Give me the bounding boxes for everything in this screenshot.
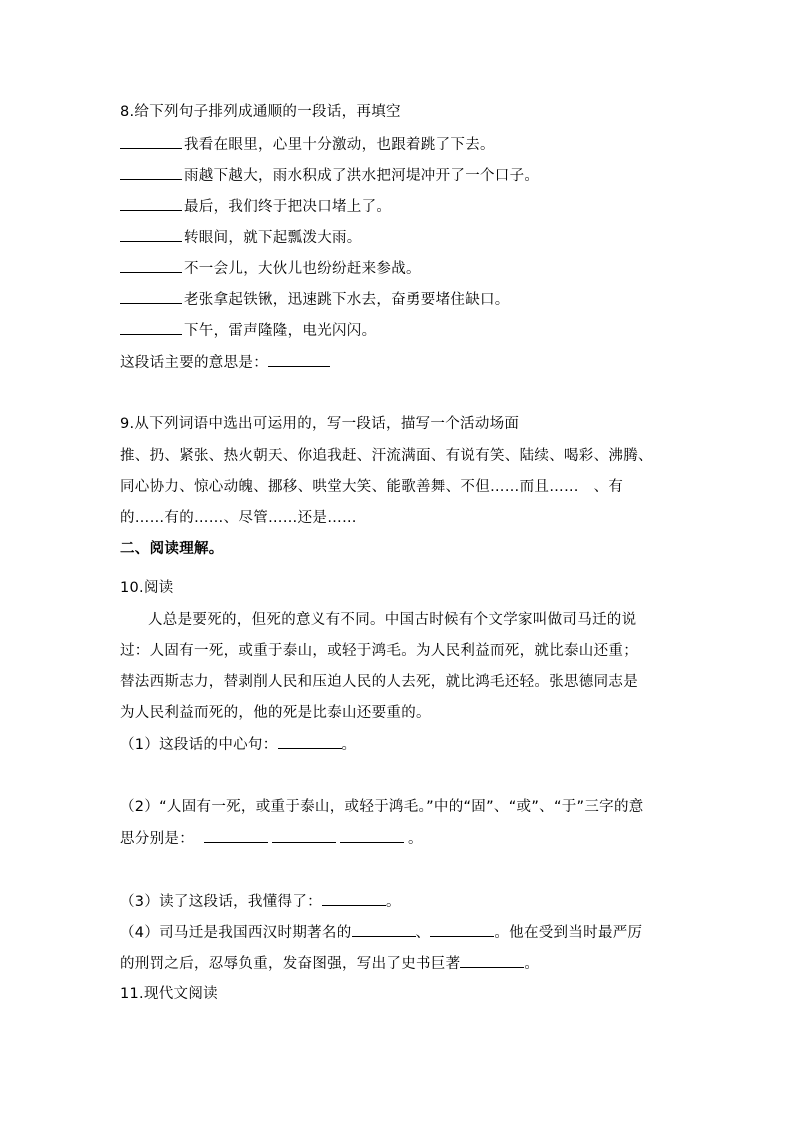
- answer-blank[interactable]: [120, 320, 182, 335]
- answer-blank[interactable]: [120, 165, 182, 180]
- q9-title: 9.从下列词语中选出可运用的，写一段话，描写一个活动场面: [120, 416, 520, 432]
- q8-sentence: 转眼间，就下起瓢泼大雨。: [120, 227, 362, 248]
- answer-blank[interactable]: [120, 289, 182, 304]
- answer-blank[interactable]: [268, 352, 330, 367]
- q9-words: 同心协力、惊心动魄、挪移、哄堂大笑、能歌善舞、不但……而且…… 、有: [120, 479, 624, 495]
- answer-blank[interactable]: [430, 922, 494, 937]
- answer-blank[interactable]: [460, 953, 524, 968]
- q9-words: 的……有的……、尽管……还是……: [120, 510, 357, 526]
- section-heading: 二、阅读理解。: [120, 541, 224, 557]
- answer-blank[interactable]: [322, 891, 386, 906]
- answer-blank[interactable]: [340, 828, 404, 843]
- q8-sentence: 下午，雷声隆隆，电光闪闪。: [120, 320, 376, 341]
- answer-blank[interactable]: [272, 828, 336, 843]
- q8-sentence: 不一会儿，大伙儿也纷纷赶来参战。: [120, 258, 421, 279]
- q10-sub2: （2）“人固有一死，或重于泰山，或轻于鸿毛。”中的“固”、“或”、“于”三字的意: [120, 799, 644, 815]
- q10-passage: 替法西斯志力，替剥削人民和压迫人民的人去死，就比鸿毛还轻。张思德同志是: [120, 674, 638, 690]
- answer-blank[interactable]: [120, 227, 182, 242]
- answer-blank[interactable]: [204, 828, 268, 843]
- q8-sentence: 老张拿起铁锹，迅速跳下水去，奋勇要堵住缺口。: [120, 289, 510, 310]
- answer-blank[interactable]: [352, 922, 416, 937]
- q11-title: 11.现代文阅读: [120, 986, 218, 1002]
- q10-passage: 为人民利益而死的，他的死是比泰山还要重的。: [120, 705, 431, 721]
- q10-sub3: （3）读了这段话，我懂得了： 。: [120, 891, 401, 912]
- q10-sub2: 思分别是： 。: [120, 828, 423, 849]
- q8-summary: 这段话主要的意思是：: [120, 352, 332, 373]
- q10-passage: 人总是要死的，但死的意义有不同。中国古时候有个文学家叫做司马迁的说: [148, 612, 637, 628]
- q8-sentence: 雨越下越大，雨水积成了洪水把河堤冲开了一个口子。: [120, 165, 539, 186]
- q8-sentence: 最后，我们终于把决口堵上了。: [120, 196, 391, 217]
- answer-blank[interactable]: [278, 734, 342, 749]
- q10-sub1: （1）这段话的中心句： 。: [120, 734, 356, 755]
- answer-blank[interactable]: [120, 196, 182, 211]
- q10-sub4: （4）司马迁是我国西汉时期著名的 、 。他在受到当时最严厉: [120, 922, 642, 943]
- answer-blank[interactable]: [120, 134, 182, 149]
- answer-blank[interactable]: [120, 258, 182, 273]
- q8-sentence: 我看在眼里，心里十分激动，也跟着跳了下去。: [120, 134, 495, 155]
- q10-passage: 过：人固有一死，或重于泰山，或轻于鸿毛。为人民利益而死，就比泰山还重；: [120, 643, 638, 659]
- q10-title: 10.阅读: [120, 580, 174, 596]
- q8-title: 8.给下列句子排列成通顺的一段话，再填空: [120, 104, 401, 120]
- q9-words: 推、扔、紧张、热火朝天、你追我赶、汗流满面、有说有笑、陆续、喝彩、沸腾、: [120, 448, 653, 464]
- q10-sub4: 的刑罚之后，忍辱负重，发奋图强，写出了史书巨著 。: [120, 953, 539, 974]
